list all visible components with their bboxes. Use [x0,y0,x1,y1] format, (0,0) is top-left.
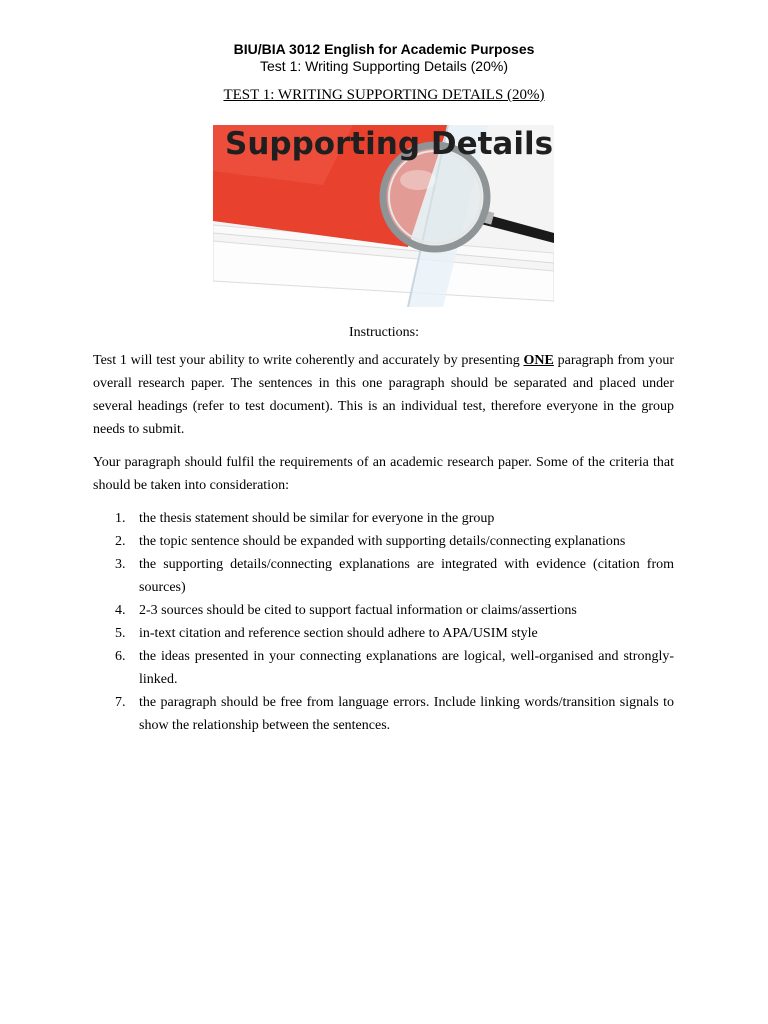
instructions-label: Instructions: [349,325,419,340]
criteria-list [93,507,674,737]
intro-text-before: Test 1 will test your ability to write coherently and accurately by presenting [93,353,524,368]
banner-text: Supporting Details [225,126,554,162]
supporting-details-banner [213,125,554,307]
list-number: 5. [115,626,126,641]
list-item [93,599,674,622]
list-item-text: in-text citation and reference section should adhere to APA/USIM style [139,626,538,641]
list-number: 3. [115,557,126,572]
test-subtitle: Test 1: Writing Supporting Details (20%) [260,58,508,74]
list-number: 4. [115,603,126,618]
list-item-text: the topic sentence should be expanded with supporting details/connecting explanations [139,534,626,549]
list-number: 1. [115,511,126,526]
list-number: 7. [115,695,126,710]
list-number: 2. [115,534,126,549]
list-item [93,691,674,737]
list-item-text: the thesis statement should be similar for everyone in the group [139,511,495,526]
list-item [93,530,674,553]
emphasis-one: ONE [523,353,554,368]
list-item [93,553,674,599]
list-item-text: the paragraph should be free from language errors. Include linking words/transition signals to show the relationship between the sentences. [139,695,674,733]
list-item [93,645,674,691]
list-number: 6. [115,649,126,664]
document-title: TEST 1: WRITING SUPPORTING DETAILS (20%) [223,87,545,103]
criteria-intro-paragraph: Your paragraph should fulfil the requirements of an academic research paper. Some of the criteria that should be taken into consideration: [93,455,674,493]
list-item-text: 2-3 sources should be cited to support factual information or claims/assertions [139,603,577,618]
list-item [93,507,674,530]
course-header: BIU/BIA 3012 English for Academic Purposes [233,41,535,57]
list-item-text: the ideas presented in your connecting explanations are logical, well-organised and strongly-linked. [139,649,674,687]
list-item [93,622,674,645]
intro-text-after: paragraph from your overall research paper. The sentences in this one paragraph should be separated and placed under several headings (refer to test document). This is an individual test, therefore everyone in the group needs to submit. [93,353,674,437]
list-item-text: the supporting details/connecting explanations are integrated with evidence (citation from sources) [139,557,674,595]
intro-paragraph [93,349,674,441]
